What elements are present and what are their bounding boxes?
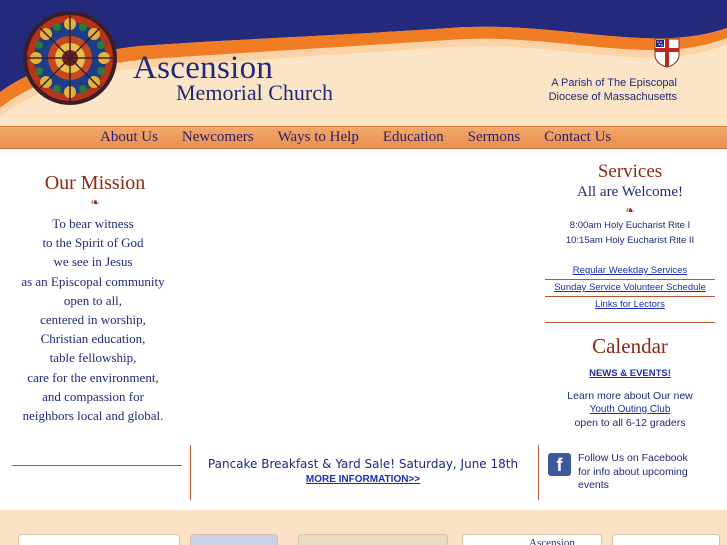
divider xyxy=(545,322,715,323)
services-welcome: All are Welcome! xyxy=(577,184,683,200)
facebook-line: Follow Us on Facebook xyxy=(578,452,688,464)
event-announcement: Pancake Breakfast & Yard Sale! Saturday, June 18th xyxy=(207,457,519,471)
parish-line-1: A Parish of The Episcopal xyxy=(551,77,677,89)
facebook-icon[interactable]: f xyxy=(548,453,571,476)
mission-line: Christian education, xyxy=(40,331,146,347)
mission-line: we see in Jesus xyxy=(53,254,133,270)
nav-education[interactable]: Education xyxy=(382,129,444,145)
lectors-link[interactable]: Links for Lectors xyxy=(595,299,665,310)
church-name-subtitle: Memorial Church xyxy=(176,80,334,105)
mission-line: and compassion for xyxy=(42,388,144,404)
church-name: Ascension xyxy=(133,50,274,86)
nav-contact-us[interactable]: Contact Us xyxy=(544,129,612,145)
nav-sermons[interactable]: Sermons xyxy=(467,129,521,145)
site-header xyxy=(0,0,727,126)
facebook-line: events xyxy=(578,479,609,491)
mission-title: Our Mission xyxy=(44,172,146,194)
event-more-info-link[interactable]: MORE INFORMATION>> xyxy=(305,474,421,485)
divider xyxy=(538,445,539,500)
news-events-link[interactable]: NEWS & EVENTS! xyxy=(589,368,671,379)
episcopal-shield-icon xyxy=(654,38,680,68)
footer-thumbnail[interactable] xyxy=(298,534,448,545)
footer-thumbnail[interactable] xyxy=(462,534,602,545)
divider xyxy=(545,279,715,280)
main-nav xyxy=(0,126,727,149)
calendar-title: Calendar xyxy=(592,334,668,358)
service-time: 10:15am Holy Eucharist Rite II xyxy=(565,235,695,246)
mission-line: open to all, xyxy=(63,292,123,308)
facebook-follow-text xyxy=(578,452,718,493)
footer-thumbnail[interactable] xyxy=(612,534,720,545)
footer-thumbnail[interactable] xyxy=(190,534,278,545)
divider xyxy=(190,445,191,500)
mission-line: To bear witness xyxy=(52,216,134,231)
mission-line: as an Episcopal community xyxy=(21,273,165,289)
mission-line: care for the environment, xyxy=(27,369,159,385)
mission-line: table fellowship, xyxy=(49,350,137,366)
services-title: Services xyxy=(597,161,663,182)
mission-line: centered in worship, xyxy=(40,312,146,328)
nav-newcomers[interactable]: Newcomers xyxy=(181,129,254,145)
divider xyxy=(545,296,715,297)
mission-line: to the Spirit of God xyxy=(42,235,144,251)
parish-line-2: Diocese of Massachusetts xyxy=(548,91,677,103)
nav-ways-to-help[interactable]: Ways to Help xyxy=(277,129,359,145)
flourish-ornament-icon: ❧ xyxy=(625,204,635,217)
service-time: 8:00am Holy Eucharist Rite I xyxy=(569,220,691,231)
youth-outing-club-link[interactable]: Youth Outing Club xyxy=(589,404,671,415)
mission-statement xyxy=(0,214,186,425)
rose-window-logo xyxy=(22,10,118,106)
nav-about-us[interactable]: About Us xyxy=(100,129,158,145)
footer-thumbnail-label: Ascension xyxy=(529,537,575,545)
youth-club-grades: open to all 6-12 graders xyxy=(574,417,686,429)
facebook-line: for info about upcoming xyxy=(578,465,688,478)
volunteer-schedule-link[interactable]: Sunday Service Volunteer Schedule xyxy=(554,282,706,293)
youth-club-intro: Learn more about Our new xyxy=(567,390,693,402)
flourish-ornament-icon: ❧ xyxy=(90,196,100,209)
divider xyxy=(12,465,182,466)
weekday-services-link[interactable]: Regular Weekday Services xyxy=(572,265,688,276)
footer-thumbnail[interactable] xyxy=(18,534,180,545)
mission-line: neighbors local and global. xyxy=(22,408,164,424)
